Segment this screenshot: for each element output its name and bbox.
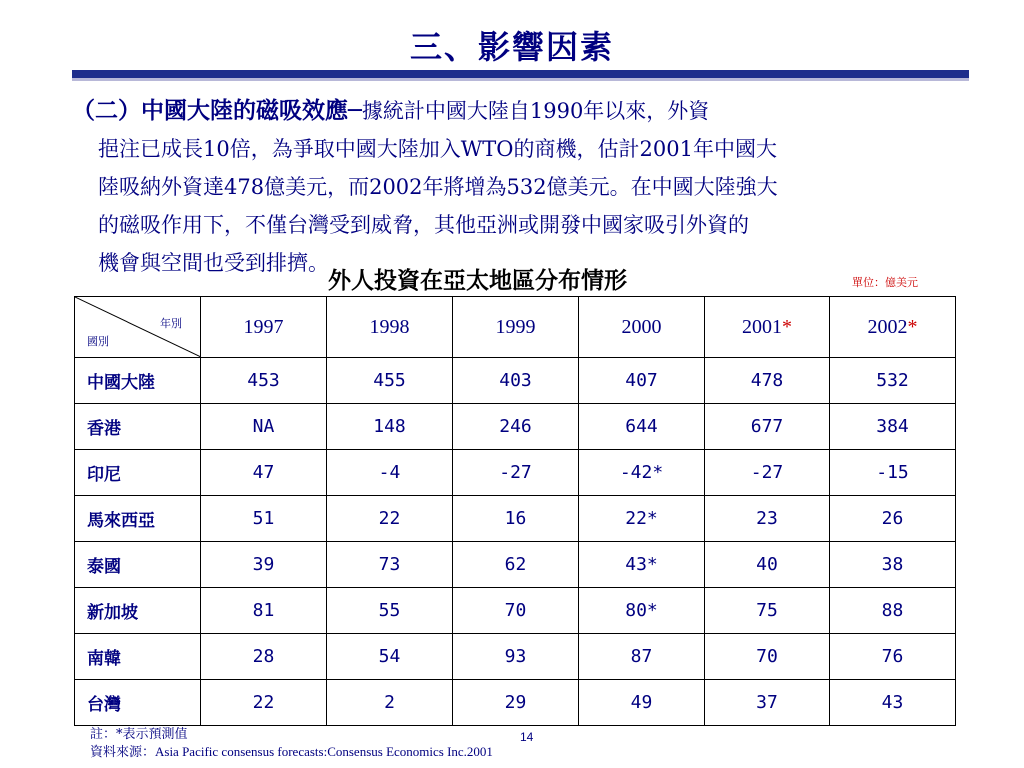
value-cell: 22	[327, 496, 453, 542]
year-header	[579, 297, 705, 358]
value-cell: 40	[705, 542, 830, 588]
value-cell: 43*	[579, 542, 705, 588]
corner-year-label: 年別	[160, 317, 182, 330]
source-note: 資料來源：Asia Pacific consensus forecasts:Consensus Economics Inc.2001	[90, 744, 493, 759]
table-row	[75, 358, 956, 404]
table-caption: 外人投資在亞太地區分布情形	[328, 267, 627, 294]
value-cell: 478	[705, 358, 830, 404]
value-cell: -4	[327, 450, 453, 496]
table-row	[75, 542, 956, 588]
value-cell: 39	[201, 542, 327, 588]
value-cell: 644	[579, 404, 705, 450]
table-row	[75, 496, 956, 542]
year-1998: 1998	[369, 315, 410, 338]
value-cell: 28	[201, 634, 327, 680]
table-row	[75, 634, 956, 680]
paragraph-line-1: 據統計中國大陸自1990年以來，外資	[361, 99, 710, 123]
forecast-mark: *	[907, 315, 918, 338]
value-cell: -27	[705, 450, 830, 496]
year-2001: 2001	[742, 315, 782, 338]
value-cell: 54	[327, 634, 453, 680]
value-cell: 16	[453, 496, 579, 542]
table-header-row	[75, 297, 956, 358]
value-cell: 384	[830, 404, 956, 450]
forecast-note: 註：*表示預測值	[90, 727, 188, 742]
paragraph-line-3: 陸吸納外資達478億美元，而2002年將增為532億美元。在中國大陸強大	[98, 175, 778, 199]
value-cell: 73	[327, 542, 453, 588]
value-cell: 407	[579, 358, 705, 404]
paragraph-lead: （二）中國大陸的磁吸效應─	[72, 97, 362, 124]
value-cell: 38	[830, 542, 956, 588]
value-cell: 29	[453, 680, 579, 726]
year-1999: 1999	[495, 315, 536, 338]
value-cell: 23	[705, 496, 830, 542]
paragraph-line-2: 挹注已成長10倍，為爭取中國大陸加入WTO的商機，估計2001年中國大	[98, 137, 777, 161]
year-2000: 2000	[621, 315, 662, 338]
value-cell: 677	[705, 404, 830, 450]
title-divider	[72, 70, 969, 81]
body-paragraph	[72, 92, 992, 282]
value-cell: 2	[327, 680, 453, 726]
table-row	[75, 450, 956, 496]
value-cell: 455	[327, 358, 453, 404]
country-label: 印尼	[75, 450, 201, 496]
forecast-mark: *	[782, 315, 792, 338]
year-header	[327, 297, 453, 358]
value-cell: 87	[579, 634, 705, 680]
value-cell: 75	[705, 588, 830, 634]
slide-title: 三、影響因素	[409, 28, 614, 66]
value-cell: 80*	[579, 588, 705, 634]
country-label: 新加坡	[75, 588, 201, 634]
value-cell: 37	[705, 680, 830, 726]
value-cell: 70	[705, 634, 830, 680]
value-cell: 81	[201, 588, 327, 634]
year-2002: 2002	[867, 315, 908, 338]
corner-cell	[75, 297, 201, 358]
value-cell: NA	[201, 404, 327, 450]
page-number: 14	[520, 730, 534, 744]
country-label: 泰國	[75, 542, 201, 588]
value-cell: 88	[830, 588, 956, 634]
table-row	[75, 680, 956, 726]
value-cell: 55	[327, 588, 453, 634]
year-header	[201, 297, 327, 358]
value-cell: 22*	[579, 496, 705, 542]
country-label: 香港	[75, 404, 201, 450]
value-cell: 93	[453, 634, 579, 680]
value-cell: 246	[453, 404, 579, 450]
value-cell: 403	[453, 358, 579, 404]
unit-label: 單位：億美元	[852, 276, 918, 289]
country-label: 馬來西亞	[75, 496, 201, 542]
year-header	[453, 297, 579, 358]
year-1997: 1997	[243, 315, 284, 338]
country-label: 台灣	[75, 680, 201, 726]
value-cell: 148	[327, 404, 453, 450]
footnote	[90, 726, 493, 760]
country-label: 中國大陸	[75, 358, 201, 404]
year-header	[830, 297, 956, 358]
table-row	[75, 588, 956, 634]
year-header	[705, 297, 830, 358]
investment-table	[74, 296, 956, 726]
paragraph-line-5: 機會與空間也受到排擠。	[98, 251, 329, 275]
table-row	[75, 404, 956, 450]
value-cell: 532	[830, 358, 956, 404]
country-label: 南韓	[75, 634, 201, 680]
value-cell: -27	[453, 450, 579, 496]
value-cell: 62	[453, 542, 579, 588]
value-cell: 22	[201, 680, 327, 726]
paragraph-line-4: 的磁吸作用下，不僅台灣受到威脅，其他亞洲或開發中國家吸引外資的	[98, 213, 749, 237]
value-cell: 26	[830, 496, 956, 542]
value-cell: -15	[830, 450, 956, 496]
corner-country-label: 國別	[87, 335, 109, 348]
value-cell: 70	[453, 588, 579, 634]
value-cell: -42*	[579, 450, 705, 496]
value-cell: 453	[201, 358, 327, 404]
value-cell: 49	[579, 680, 705, 726]
value-cell: 47	[201, 450, 327, 496]
value-cell: 76	[830, 634, 956, 680]
value-cell: 51	[201, 496, 327, 542]
value-cell: 43	[830, 680, 956, 726]
